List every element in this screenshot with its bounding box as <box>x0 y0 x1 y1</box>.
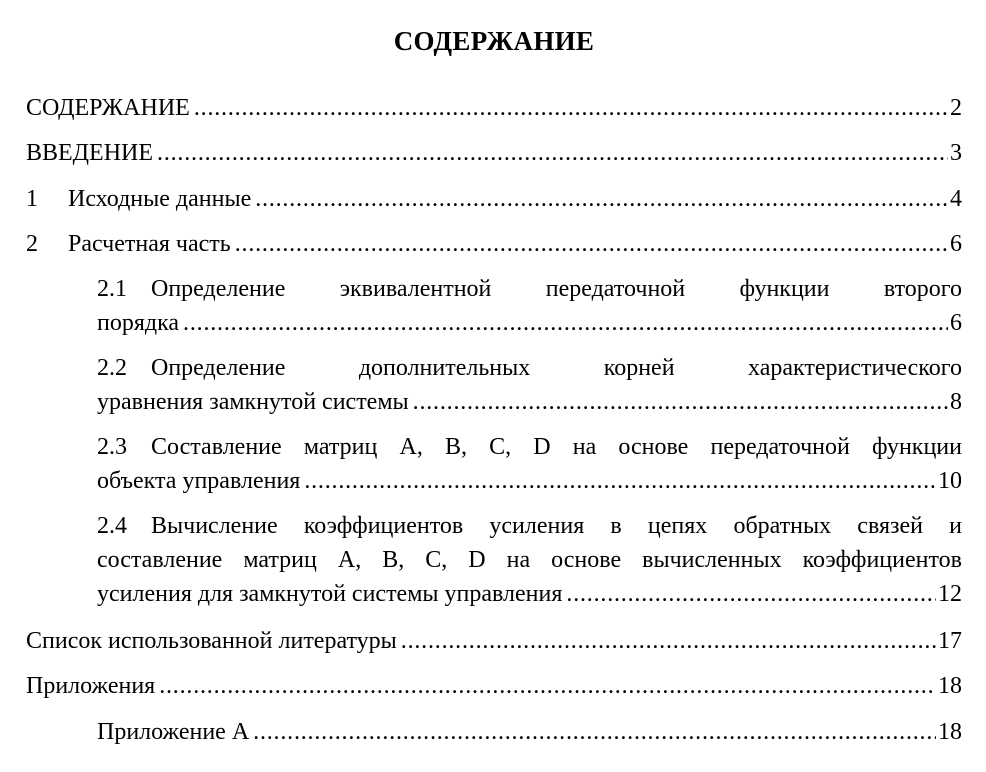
toc-entry-section-2-2[interactable] <box>97 351 962 419</box>
toc-entry-appendix-a[interactable] <box>97 715 962 749</box>
toc-page-number: 2 <box>950 95 962 121</box>
dot-leader <box>183 306 948 340</box>
toc-section-number: 2.1 <box>97 276 127 302</box>
dot-leader <box>566 577 936 611</box>
toc-entry-label: Приложения <box>26 673 156 699</box>
toc-section-number: 1 <box>26 186 38 212</box>
dot-leader <box>304 464 936 498</box>
toc-page-number: 3 <box>950 140 962 166</box>
toc-entry-label: СОДЕРЖАНИЕ <box>26 95 190 121</box>
toc-entry-references[interactable] <box>26 624 962 658</box>
toc-entry-appendices[interactable] <box>26 669 962 703</box>
toc-page-number: 6 <box>950 310 962 336</box>
toc-entry-label: Список использованной литературы <box>26 628 397 654</box>
toc-entry-label: Вычисление коэффициентов усиления в цепях обратных связей и <box>151 513 962 539</box>
toc-entry-label: Приложение А <box>97 719 250 745</box>
toc-entry-label: Определение дополнительных корней характеристического <box>151 355 962 381</box>
toc-entry-section-2-4[interactable] <box>97 509 962 611</box>
toc-page-number: 18 <box>938 673 962 699</box>
toc-entry-label: усиления для замкнутой системы управления <box>97 581 563 607</box>
toc-page-number: 12 <box>938 581 962 607</box>
toc-entry-line <box>97 272 962 306</box>
page-title: СОДЕРЖАНИЕ <box>393 26 595 56</box>
toc-entry-section-2-3[interactable] <box>97 430 962 498</box>
toc-section-number: 2.4 <box>97 513 127 539</box>
toc-entry-introduction[interactable] <box>26 136 962 170</box>
toc-entry-line <box>97 430 962 464</box>
dot-leader <box>253 715 936 749</box>
dot-leader <box>413 385 948 419</box>
toc-entry-section-1[interactable] <box>26 182 962 216</box>
toc-entry-line <box>97 351 962 385</box>
dot-leader <box>401 624 936 658</box>
toc-section-number: 2.3 <box>97 434 127 460</box>
toc-entry-line <box>97 543 962 577</box>
dot-leader <box>255 182 948 216</box>
toc-entry-label: Составление матриц A, B, C, D на основе передаточной функции <box>151 434 962 460</box>
toc-entry-label: Определение эквивалентной передаточной функции второго <box>151 276 962 302</box>
toc-entry-label: ВВЕДЕНИЕ <box>26 140 154 166</box>
toc-entry-label: Исходные данные <box>68 186 252 212</box>
toc-page-number: 17 <box>938 628 962 654</box>
toc-page-number: 6 <box>950 231 962 257</box>
toc-entry-label: уравнения замкнутой системы <box>97 389 409 415</box>
toc-entry-label: Расчетная часть <box>68 231 231 257</box>
dot-leader <box>159 669 936 703</box>
toc-entry-contents[interactable] <box>26 91 962 125</box>
toc-entry-label: составление матриц A, B, C, D на основе вычисленных коэффициентов <box>97 547 962 573</box>
toc-section-number: 2 <box>26 231 38 257</box>
toc-entry-label: порядка <box>97 310 180 336</box>
toc-page-number: 4 <box>950 186 962 212</box>
dot-leader <box>194 91 948 125</box>
toc-entry-section-2-1[interactable] <box>97 272 962 340</box>
toc-page-number: 18 <box>938 719 962 745</box>
toc-page-number: 10 <box>938 468 962 494</box>
toc-section-number: 2.2 <box>97 355 127 381</box>
toc-entry-label: объекта управления <box>97 468 301 494</box>
dot-leader <box>157 136 948 170</box>
dot-leader <box>235 227 948 261</box>
toc-entry-line <box>97 509 962 543</box>
toc-entry-section-2[interactable] <box>26 227 962 261</box>
toc-page-number: 8 <box>950 389 962 415</box>
